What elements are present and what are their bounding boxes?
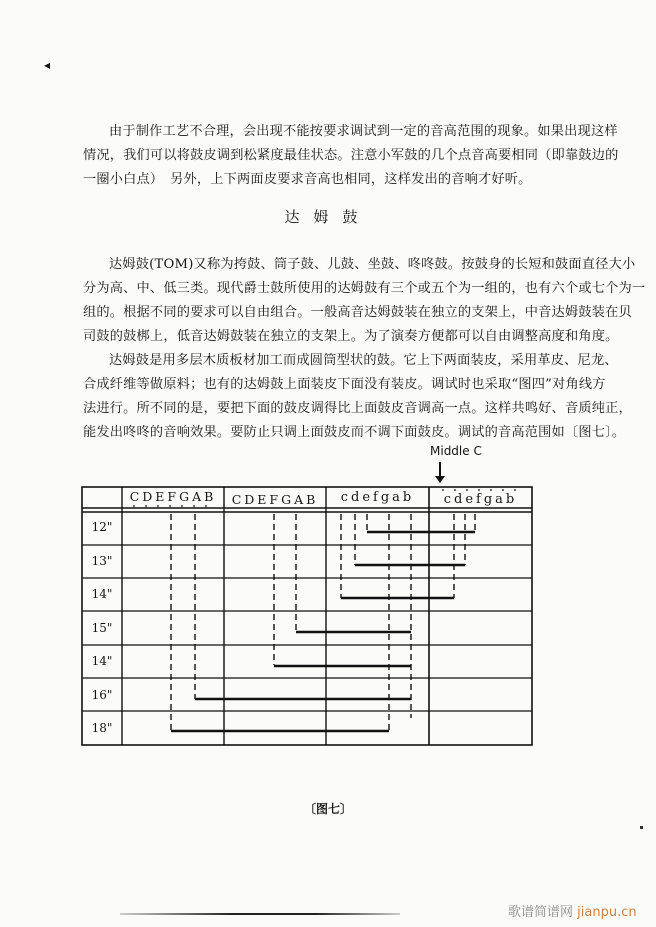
- middle-c-label: Middle C: [430, 444, 482, 458]
- row-label-15: 15": [91, 621, 113, 635]
- octave-header-great: CDEFGAB: [231, 492, 319, 507]
- text-line: 司鼓的鼓梆上，低音达姆鼓装在独立的支架上。为了演奏方便都可以自由调整高度和角度。: [83, 329, 619, 344]
- octave-header-one-line: cdefgab: [443, 492, 518, 507]
- row-label-14: 14": [91, 587, 113, 601]
- text-line: 法进行。所不同的是，要把下面的鼓皮调得比上面鼓皮音调高一点。这样共鸣好、音质纯正，: [83, 401, 632, 416]
- text-line: 能发出咚咚的音响效果。要防止只调上面鼓皮而不调下面鼓皮。调试的音高范围如〔图七〕。: [83, 425, 626, 440]
- text-line: 达姆鼓是用多层木质板材加工而成圆筒型状的鼓。它上下两面装皮，采用革皮、尼龙、: [109, 353, 618, 368]
- watermark-en: jianpu.cn: [577, 905, 637, 920]
- watermark-cn: 歌谱简谱网: [508, 905, 574, 920]
- text-line: 情况，我们可以将鼓皮调到松紧度最佳状态。注意小军鼓的几个点音高要相同（即靠鼓边的: [83, 148, 619, 163]
- scan-edge-line: [120, 913, 400, 915]
- watermark: [508, 901, 637, 920]
- text-line: 分为高、中、低三类。现代爵士鼓所使用的达姆鼓有三个或五个为一组的，也有六个或七个为一: [83, 281, 646, 296]
- speck: [640, 826, 643, 829]
- margin-mark: ◂: [44, 58, 51, 72]
- section-title: 达姆鼓: [284, 208, 372, 226]
- text-line: 合成纤维等做原料；也有的达姆鼓上面装皮下面没有装皮。调试时也采取“图四”对角线方: [83, 377, 606, 392]
- octave-header-contra: CDEFGAB: [129, 489, 217, 504]
- text-line: 达姆鼓(TOM)又称为挎鼓、筒子鼓、儿鼓、坐鼓、咚咚鼓。按鼓身的长短和鼓面直径大小: [109, 257, 636, 272]
- row-label-12: 12": [91, 520, 113, 534]
- row-label-16: 16": [91, 688, 113, 702]
- octave-header-small: cdefgab: [340, 490, 415, 505]
- row-label-13: 13": [91, 554, 113, 568]
- row-label-18: 18": [91, 721, 113, 735]
- row-label-14b: 14": [91, 654, 113, 668]
- text-line: 一圈小白点） 另外，上下两面皮要求音高也相同，这样发出的音响才好听。: [83, 172, 532, 187]
- text-line: 组的。根据不同的要求可以自由组合。一般高音达姆鼓装在独立的支架上，中音达姆鼓装在贝: [83, 305, 632, 320]
- text-line: 由于制作工艺不合理，会出现不能按要求调试到一定的音高范围的现象。如果出现这样: [109, 124, 618, 139]
- figure-caption: 〔图七〕: [303, 802, 352, 816]
